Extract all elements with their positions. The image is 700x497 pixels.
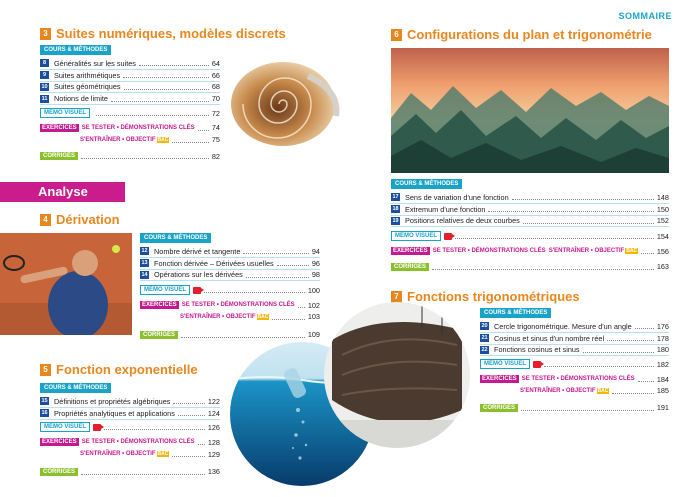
corriges-entry[interactable]	[40, 466, 220, 478]
entrainer-label: S'ENTRAÎNER • OBJECTIF	[80, 136, 156, 143]
cours-methodes-tag: COURS & MÉTHODES	[40, 383, 111, 393]
leader-dots	[198, 125, 209, 131]
entry-page: 70	[211, 94, 220, 104]
chapter-title: Fonction exponentielle	[56, 362, 198, 377]
entry-page: 156	[656, 246, 669, 256]
leader-dots	[124, 84, 209, 90]
toc-entry[interactable]	[140, 270, 320, 282]
exercices-tag: EXERCICES	[393, 248, 428, 255]
entry-number: 13	[141, 260, 148, 267]
video-icon	[193, 287, 201, 294]
exercices-entry[interactable]	[40, 122, 220, 134]
leader-dots	[635, 323, 654, 329]
entry-page: 75	[211, 135, 220, 145]
chapter-5-heading	[40, 362, 198, 377]
entry-page: 184	[656, 374, 669, 384]
entry-label: Fonction dérivée – Dérivées usuelles	[154, 258, 274, 268]
exercices-tag: EXERCICES	[142, 302, 177, 309]
toc-entry[interactable]	[40, 93, 220, 105]
leader-dots	[432, 264, 654, 270]
video-icon	[93, 424, 101, 431]
entry-label: Fonctions cosinus et sinus	[494, 345, 580, 355]
chapter-number: 4	[40, 214, 51, 226]
exercices-entry[interactable]	[140, 299, 320, 311]
leader-dots	[521, 405, 654, 411]
entry-page: 82	[211, 151, 220, 161]
chapter-title: Configurations du plan et trigonométrie	[407, 27, 652, 42]
se-tester-label: SE TESTER • DÉMONSTRATIONS CLÉS	[432, 248, 546, 255]
chapter-title: Dérivation	[56, 212, 120, 227]
corriges-tag: CORRIGÉS	[40, 152, 78, 160]
leader-dots	[81, 469, 205, 475]
entry-page: 180	[656, 345, 669, 355]
entry-page: 154	[656, 231, 669, 241]
chapter-number: 7	[391, 291, 402, 303]
entry-label: Cosinus et sinus d'un nombre réel	[494, 333, 605, 343]
memo-visuel-tag	[140, 285, 190, 295]
entry-number: 15	[41, 398, 48, 405]
entry-page: 136	[207, 467, 220, 477]
cours-methodes-tag: COURS & MÉTHODES	[391, 179, 462, 189]
entry-label: Définitions et propriétés algébriques	[54, 396, 171, 406]
entry-number: 9	[40, 71, 49, 79]
cours-methodes-tag: COURS & MÉTHODES	[140, 233, 211, 243]
bac-badge: BAC	[157, 451, 169, 458]
se-tester-label: SE TESTER • DÉMONSTRATIONS CLÉS	[81, 439, 195, 446]
leader-dots	[544, 361, 654, 367]
toc-chapter-6	[391, 192, 669, 273]
leader-dots	[139, 60, 209, 66]
toc-chapter-4	[140, 246, 320, 341]
entry-label: Extremum d'une fonction	[405, 204, 486, 214]
entry-number: 11	[41, 95, 48, 102]
entry-page: 96	[311, 258, 320, 268]
entry-page: 150	[656, 204, 669, 214]
entry-page: 182	[656, 359, 669, 369]
cours-methodes-tag: COURS & MÉTHODES	[480, 308, 551, 318]
memo-visuel-entry[interactable]	[480, 358, 669, 370]
se-tester-label: SE TESTER • DÉMONSTRATIONS CLÉS	[521, 376, 635, 383]
bac-badge: BAC	[597, 387, 609, 394]
entry-number: 10	[41, 83, 48, 90]
leader-dots	[512, 194, 654, 200]
leader-dots	[96, 110, 209, 116]
entry-page: 152	[656, 216, 669, 226]
entrainer-entry[interactable]	[140, 311, 320, 323]
leader-dots	[104, 424, 205, 430]
entry-number: 12	[141, 248, 148, 255]
chapter-4-heading	[40, 212, 120, 227]
chapter-number: 6	[391, 29, 402, 41]
entry-label: Sens de variation d'une fonction	[405, 192, 509, 202]
entrainer-label: S'ENTRAÎNER • OBJECTIF	[520, 387, 596, 394]
entry-number: 19	[392, 217, 399, 224]
toc-entry[interactable]	[391, 216, 669, 228]
entry-number: 17	[392, 194, 399, 201]
chapter-title: Fonctions trigonométriques	[407, 289, 580, 304]
entry-number: 18	[392, 206, 399, 213]
corriges-entry[interactable]	[391, 261, 669, 273]
toc-entry[interactable]	[40, 396, 220, 408]
memo-visuel-tag	[40, 108, 90, 118]
entry-page: 178	[656, 333, 669, 343]
memo-visuel-entry[interactable]	[40, 422, 220, 434]
memo-label: MÉMO VISUEL	[395, 233, 438, 240]
toc-entry[interactable]	[40, 70, 220, 82]
entry-number: 14	[141, 271, 148, 278]
se-tester-label: SE TESTER • DÉMONSTRATIONS CLÉS	[81, 124, 195, 131]
corriges-tag: CORRIGÉS	[40, 468, 78, 476]
leader-dots	[173, 398, 204, 404]
chapter-3-heading	[40, 26, 286, 41]
entry-label: Opérations sur les dérivées	[154, 270, 243, 280]
chapter-number: 3	[40, 28, 51, 40]
leader-dots	[243, 248, 308, 254]
corriges-tag: CORRIGÉS	[140, 331, 178, 339]
entry-page: 109	[307, 330, 320, 340]
memo-visuel-tag	[480, 359, 530, 369]
video-icon	[444, 233, 452, 240]
entry-page: 94	[311, 246, 320, 256]
entry-label: Nombre dérivé et tangente	[154, 246, 241, 256]
exercices-entry[interactable]	[391, 245, 669, 257]
leader-dots	[204, 287, 305, 293]
leader-dots	[277, 260, 309, 266]
video-icon	[533, 361, 541, 368]
toc-entry[interactable]	[480, 321, 669, 333]
leader-dots	[488, 206, 653, 212]
memo-visuel-entry[interactable]	[140, 284, 320, 296]
entry-number: 22	[481, 346, 488, 353]
exercices-entry[interactable]	[480, 373, 669, 385]
leader-dots	[612, 388, 653, 394]
architecture-structure-image	[322, 300, 472, 450]
bac-badge: BAC	[257, 313, 269, 320]
toc-entry[interactable]	[140, 258, 320, 270]
entry-label: Généralités sur les suites	[54, 58, 136, 68]
entry-number: 8	[40, 59, 49, 67]
memo-visuel-entry[interactable]	[40, 107, 220, 119]
leader-dots	[523, 218, 654, 224]
toc-entry[interactable]	[391, 204, 669, 216]
entrainer-label: S'ENTRAÎNER • OBJECTIF	[80, 451, 156, 458]
memo-label: MÉMO VISUEL	[484, 361, 527, 368]
leader-dots	[298, 302, 305, 308]
leader-dots	[272, 314, 304, 320]
cours-methodes-tag: COURS & MÉTHODES	[40, 45, 111, 55]
entrainer-label: S'ENTRAÎNER • OBJECTIF	[548, 248, 625, 255]
toc-entry[interactable]	[140, 246, 320, 258]
entrainer-label: S'ENTRAÎNER • OBJECTIF	[180, 313, 256, 320]
analyse-section-band: Analyse	[0, 182, 125, 202]
toc-chapter-7	[480, 321, 669, 414]
leader-dots	[123, 72, 209, 78]
entry-label: Suites arithmétiques	[54, 70, 121, 80]
leader-dots	[172, 451, 204, 457]
bac-badge: BAC	[157, 136, 169, 143]
chapter-6-heading	[391, 27, 652, 42]
entry-page: 191	[656, 403, 669, 413]
entry-page: 98	[311, 270, 320, 280]
entry-page: 74	[211, 123, 220, 133]
leader-dots	[455, 233, 654, 239]
entry-label: Propriétés analytiques et applications	[54, 408, 175, 418]
exercices-tag: EXERCICES	[42, 439, 77, 446]
chapter-number: 5	[40, 364, 51, 376]
entry-label: Notions de limite	[54, 94, 108, 104]
toc-entry[interactable]	[391, 192, 669, 204]
entry-page: 129	[207, 449, 220, 459]
entry-page: 64	[211, 58, 220, 68]
entry-page: 103	[307, 312, 320, 322]
toc-chapter-5	[40, 396, 220, 478]
leader-dots	[178, 410, 205, 416]
entry-number: 16	[41, 410, 48, 417]
chapter-title: Suites numériques, modèles discrets	[56, 26, 286, 41]
entrainer-entry[interactable]	[480, 385, 669, 397]
corriges-entry[interactable]	[480, 402, 669, 414]
corriges-entry[interactable]	[140, 329, 320, 341]
entry-page: 102	[307, 300, 320, 310]
memo-label: MÉMO VISUEL	[44, 110, 87, 117]
memo-label: MÉMO VISUEL	[44, 424, 87, 431]
exercices-entry[interactable]	[40, 436, 220, 448]
memo-visuel-entry[interactable]	[391, 230, 669, 242]
se-tester-label: SE TESTER • DÉMONSTRATIONS CLÉS	[181, 302, 295, 309]
entry-page: 66	[211, 70, 220, 80]
entry-page: 176	[656, 321, 669, 331]
toc-entry[interactable]	[40, 58, 220, 70]
entrainer-entry[interactable]	[40, 448, 220, 460]
entry-label: Positions relatives de deux courbes	[405, 216, 520, 226]
entry-page: 124	[207, 408, 220, 418]
leader-dots	[198, 439, 205, 445]
entry-page: 148	[656, 192, 669, 202]
toc-entry[interactable]	[40, 82, 220, 94]
leader-dots	[81, 153, 209, 159]
entry-label: Suites géométriques	[54, 82, 121, 92]
leader-dots	[172, 137, 208, 143]
memo-visuel-tag	[391, 231, 441, 241]
entry-label: Cercle trigonométrique. Mesure d'un angle	[494, 321, 632, 331]
leader-dots	[607, 335, 654, 341]
entry-number: 21	[481, 335, 488, 342]
entry-page: 128	[207, 437, 220, 447]
entrainer-entry[interactable]	[40, 134, 220, 146]
memo-label: MÉMO VISUEL	[144, 287, 187, 294]
toc-entry[interactable]	[480, 333, 669, 345]
memo-visuel-tag	[40, 422, 90, 432]
tennis-player-image	[0, 233, 132, 335]
leader-dots	[246, 272, 309, 278]
bac-badge: BAC	[626, 248, 638, 255]
sommaire-title: SOMMAIRE	[618, 11, 672, 21]
entry-page: 72	[211, 108, 220, 118]
corriges-entry[interactable]	[40, 151, 220, 163]
leader-dots	[641, 248, 654, 254]
corriges-tag: CORRIGÉS	[391, 263, 429, 271]
leader-dots	[638, 376, 654, 382]
toc-chapter-3	[40, 58, 220, 162]
entry-page: 122	[207, 396, 220, 406]
entry-page: 126	[207, 422, 220, 432]
nautilus-shell-image	[228, 56, 346, 148]
leader-dots	[181, 332, 305, 338]
leader-dots	[111, 96, 209, 102]
toc-entry[interactable]	[480, 345, 669, 357]
exercices-tag: EXERCICES	[42, 124, 77, 131]
corriges-tag: CORRIGÉS	[480, 404, 518, 412]
entry-page: 163	[656, 262, 669, 272]
exercices-tag: EXERCICES	[482, 376, 517, 383]
misty-mountains-image	[391, 48, 669, 173]
toc-entry[interactable]	[40, 408, 220, 420]
entry-page: 68	[211, 82, 220, 92]
entry-number: 20	[481, 323, 488, 330]
leader-dots	[583, 347, 654, 353]
entry-page: 100	[307, 285, 320, 295]
entry-page: 185	[656, 386, 669, 396]
